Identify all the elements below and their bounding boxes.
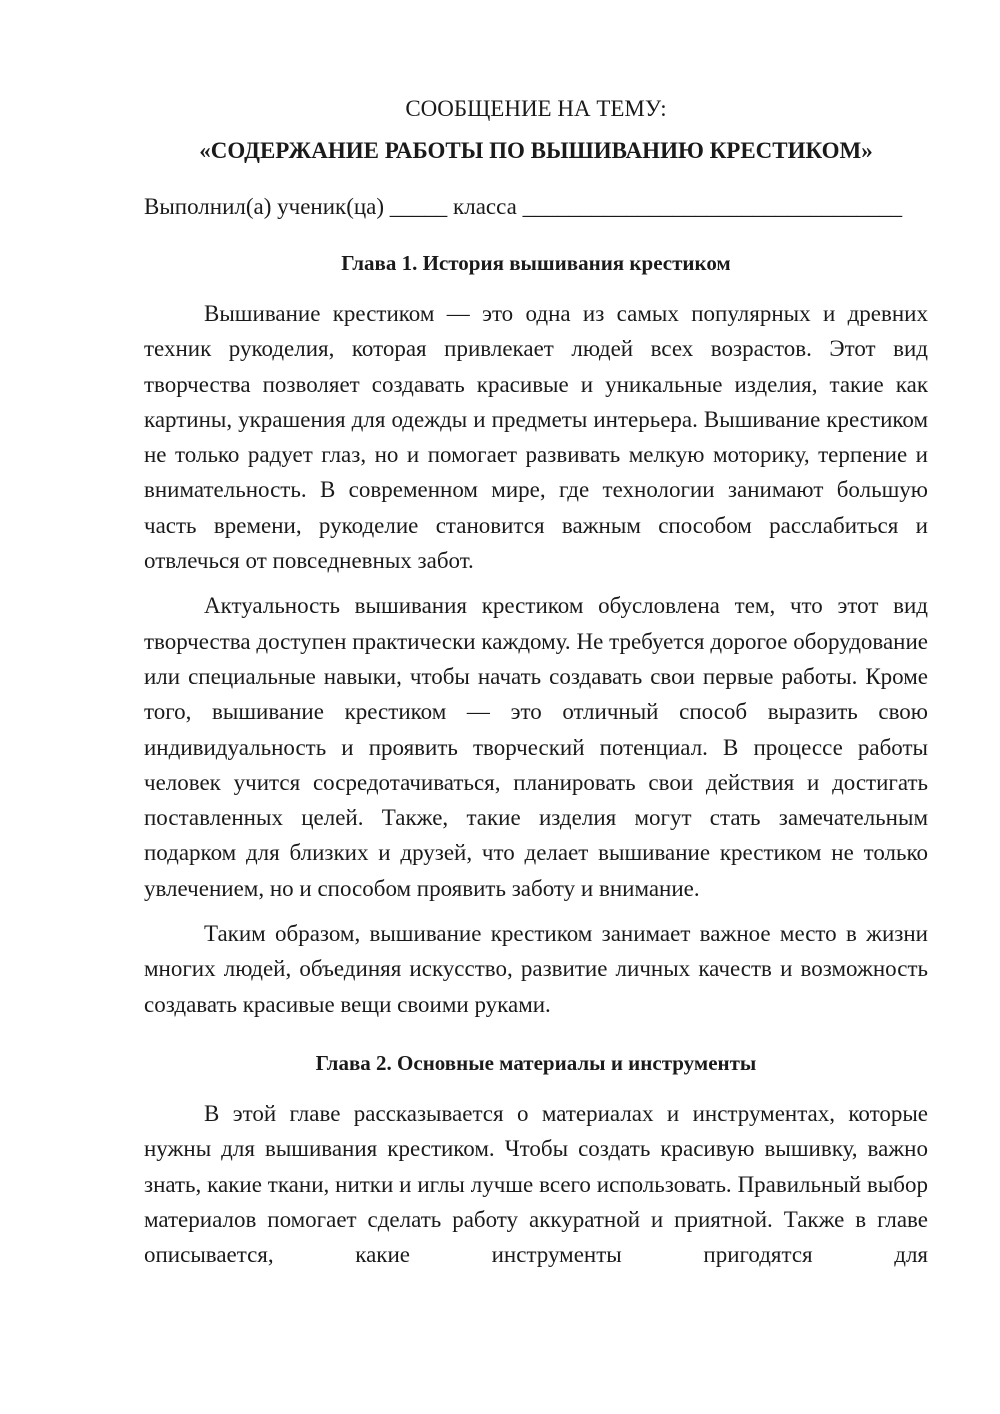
document-page: [144, 92, 928, 1272]
title-line-2: «СОДЕРЖАНИЕ РАБОТЫ ПО ВЫШИВАНИЮ КРЕСТИКОМ»: [199, 138, 873, 163]
chapter-1-paragraph-2: Актуальность вышивания крестиком обусловлена тем, что этот вид творчества доступен практически каждому. Не требуется дорогое оборудование или специальные навыки, чтобы начать создавать свои первые работы. Кроме того, вышивание крестиком — это отличный способ выразить свою индивидуальность и проявить творческий потенциал. В процессе работы человек учится сосредотачиваться, планировать свои действия и достигать поставленных целей. Также, такие изделия могут стать замечательным подарком для близких и друзей, что делает вышивание крестиком не только увлечением, но и способом проявить заботу и внимание.: [144, 593, 928, 901]
chapter-2-paragraph-1: В этой главе рассказывается о материалах и инструментах, которые нужны для вышивания крестиком. Чтобы создать красивую вышивку, важно знать, какие ткани, нитки и иглы лучше всего использовать. Правильный выбор материалов помогает сделать работу аккуратной и приятной. Также в главе описывается, какие инструменты пригодятся для: [144, 1100, 928, 1268]
chapter-2-heading: Глава 2. Основные материалы и инструменты: [315, 1050, 757, 1075]
chapter-1-heading: Глава 1. История вышивания крестиком: [341, 251, 731, 275]
title-line-1: СООБЩЕНИЕ НА ТЕМУ:: [405, 96, 667, 121]
chapter-1-paragraph-1: Вышивание крестиком — это одна из самых популярных и древних техник рукоделия, которая привлекает людей всех возрастов. Этот вид творчества позволяет создавать красивые и уникальные изделия, такие как картины, украшения для одежды и предметы интерьера. Вышивание крестиком не только радует глаз, но и помогает развивать мелкую моторику, терпение и внимательность. В современном мире, где технологии занимают большую часть времени, рукоделие становится важным способом расслабиться и отвлечься от повседневных забот.: [144, 301, 928, 574]
author-line: Выполнил(а) ученик(ца) _____ класса _________________________________: [144, 194, 903, 219]
chapter-1-paragraph-3: Таким образом, вышивание крестиком занимает важное место в жизни многих людей, объединяя искусство, развитие личных качеств и возможность создавать красивые вещи своими руками.: [144, 921, 928, 1017]
